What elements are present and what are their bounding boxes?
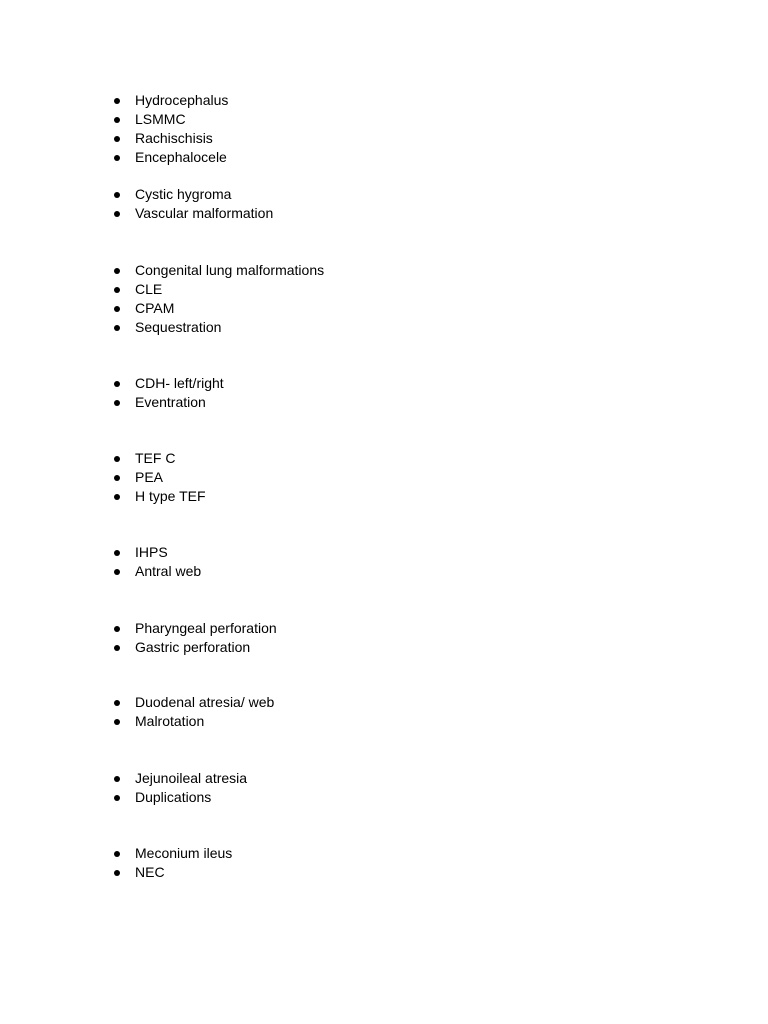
list-item bbox=[110, 693, 274, 712]
list-item-text: CDH- left/right bbox=[135, 375, 224, 391]
bullet-icon bbox=[114, 795, 120, 801]
bullet-icon bbox=[114, 475, 120, 481]
list-item bbox=[110, 449, 206, 468]
list-item-text: Rachischisis bbox=[135, 129, 213, 146]
list-item-text: PEA bbox=[135, 468, 164, 485]
bullet-icon bbox=[114, 550, 120, 556]
bullet-icon bbox=[114, 98, 120, 104]
list-item-text: Congenital lung malformations bbox=[135, 262, 325, 278]
bullet-icon bbox=[114, 400, 120, 406]
list-item bbox=[110, 204, 273, 223]
bullet-icon bbox=[114, 870, 120, 876]
bullet-icon bbox=[114, 494, 120, 500]
list-item-text: CLE bbox=[135, 280, 163, 297]
bullet-icon bbox=[114, 851, 120, 857]
list-item bbox=[110, 788, 247, 807]
bullet-icon bbox=[114, 306, 120, 312]
list-item bbox=[110, 185, 273, 204]
bullet-icon bbox=[114, 136, 120, 142]
list-item-text: Duplications bbox=[135, 788, 212, 805]
list-item-text: Eventration bbox=[135, 393, 206, 410]
list-item-text: IHPS bbox=[135, 544, 168, 560]
list-item-text: Sequestration bbox=[135, 318, 222, 335]
bullet-list bbox=[110, 769, 247, 807]
list-item-text: Hydrocephalus bbox=[135, 92, 229, 108]
list-item-text: Malrotation bbox=[135, 712, 205, 729]
bullet-icon bbox=[114, 456, 120, 462]
list-item bbox=[110, 562, 201, 581]
list-item bbox=[110, 393, 224, 412]
list-item bbox=[110, 487, 206, 506]
list-item bbox=[110, 261, 324, 280]
bullet-icon bbox=[114, 626, 120, 632]
list-item bbox=[110, 543, 201, 562]
list-item bbox=[110, 129, 228, 148]
list-item bbox=[110, 638, 277, 657]
bullet-list bbox=[110, 844, 232, 882]
bullet-list bbox=[110, 374, 224, 412]
list-item bbox=[110, 619, 277, 638]
list-item bbox=[110, 863, 232, 882]
bullet-icon bbox=[114, 325, 120, 331]
list-item bbox=[110, 148, 228, 167]
bullet-icon bbox=[114, 192, 120, 198]
bullet-icon bbox=[114, 569, 120, 575]
bullet-icon bbox=[114, 268, 120, 274]
bullet-icon bbox=[114, 117, 120, 123]
list-item bbox=[110, 110, 228, 129]
list-item-text: Vascular malformation bbox=[135, 204, 274, 221]
bullet-icon bbox=[114, 287, 120, 293]
bullet-list bbox=[110, 261, 324, 337]
bullet-list bbox=[110, 185, 273, 223]
bullet-icon bbox=[114, 155, 120, 161]
bullet-icon bbox=[114, 211, 120, 217]
list-item bbox=[110, 844, 232, 863]
list-item-text: Gastric perforation bbox=[135, 638, 251, 655]
bullet-icon bbox=[114, 381, 120, 387]
bullet-icon bbox=[114, 645, 120, 651]
bullet-list bbox=[110, 91, 228, 167]
list-item-text: TEF C bbox=[135, 450, 176, 466]
list-item bbox=[110, 318, 324, 337]
list-item-text: LSMMC bbox=[135, 110, 186, 127]
list-item bbox=[110, 769, 247, 788]
bullet-list bbox=[110, 619, 277, 657]
list-item-text: NEC bbox=[135, 863, 165, 880]
list-item-text: Pharyngeal perforation bbox=[135, 620, 277, 636]
list-item-text: Meconium ileus bbox=[135, 845, 233, 861]
list-item bbox=[110, 374, 224, 393]
list-item-text: Cystic hygroma bbox=[135, 186, 232, 202]
list-item bbox=[110, 280, 324, 299]
list-item bbox=[110, 91, 228, 110]
bullet-list bbox=[110, 449, 206, 506]
list-item-text: CPAM bbox=[135, 299, 175, 316]
list-item-text: Duodenal atresia/ web bbox=[135, 694, 275, 710]
bullet-list bbox=[110, 543, 201, 581]
list-item bbox=[110, 468, 206, 487]
list-item-text: Antral web bbox=[135, 562, 202, 579]
bullet-list bbox=[110, 693, 274, 731]
list-item-text: H type TEF bbox=[135, 487, 206, 504]
list-item bbox=[110, 712, 274, 731]
bullet-icon bbox=[114, 700, 120, 706]
bullet-icon bbox=[114, 719, 120, 725]
list-item-text: Jejunoileal atresia bbox=[135, 770, 248, 786]
bullet-icon bbox=[114, 776, 120, 782]
list-item-text: Encephalocele bbox=[135, 148, 227, 165]
list-item bbox=[110, 299, 324, 318]
